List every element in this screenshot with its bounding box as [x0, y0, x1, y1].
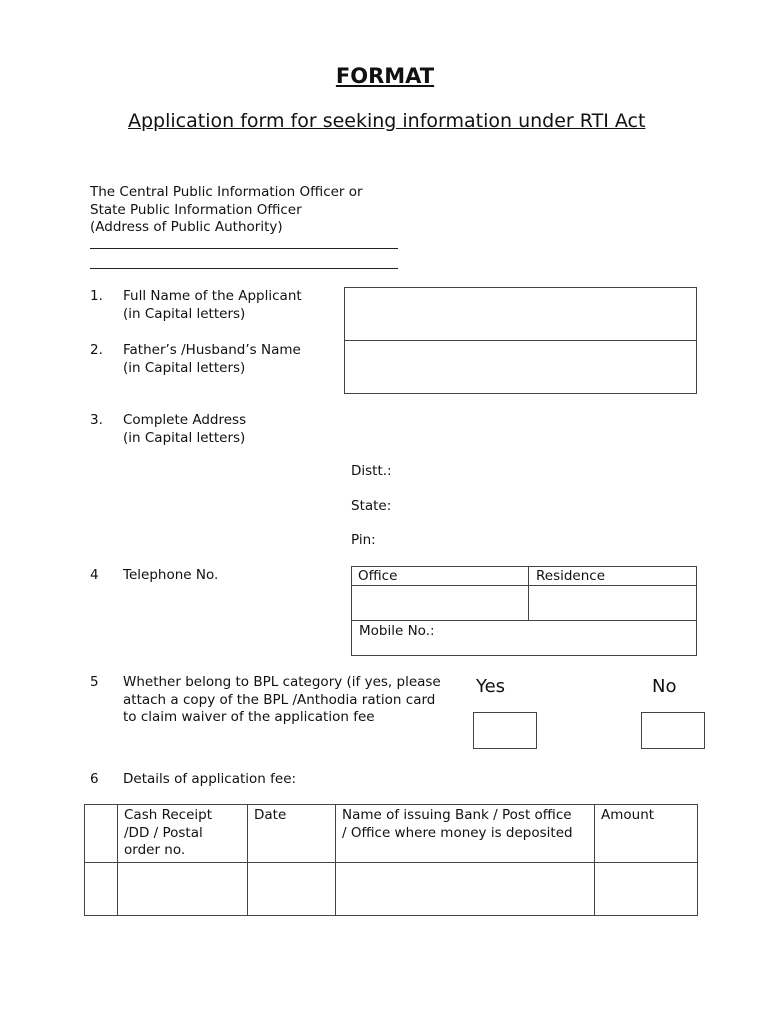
page-title: FORMAT — [335, 64, 435, 88]
q4-number: 4 — [90, 567, 99, 583]
office-phone-input[interactable] — [352, 586, 528, 620]
father-husband-name-input[interactable] — [345, 341, 696, 393]
q1-label-sub: (in Capital letters) — [123, 305, 246, 322]
q5-line-3: to claim waiver of the application fee — [123, 709, 375, 725]
fee-col-bank-line-1: Name of issuing Bank / Post office — [342, 807, 572, 823]
fee-col-bank-header — [336, 805, 595, 863]
mobile-field[interactable] — [351, 620, 697, 656]
fee-table-entry-row — [85, 862, 698, 915]
fee-table-header-row — [85, 805, 698, 863]
q1-label-text: Full Name of the Applicant — [123, 288, 302, 304]
fee-col-receipt-line-1: Cash Receipt — [124, 807, 213, 823]
q5-label — [123, 674, 441, 727]
addressee-line-2: State Public Information Officer — [90, 201, 302, 218]
address-blank-line-1[interactable] — [90, 248, 398, 249]
q2-label-sub: (in Capital letters) — [123, 359, 246, 376]
q3-label — [123, 412, 246, 447]
fee-entry-receipt-cell[interactable] — [118, 862, 248, 915]
q2-number: 2. — [90, 342, 103, 358]
distt-label: Distt.: — [351, 463, 392, 479]
fee-entry-bank-cell[interactable] — [336, 862, 595, 915]
q6-label: Details of application fee: — [123, 771, 297, 787]
residence-header: Residence — [536, 568, 606, 584]
bpl-no-checkbox[interactable] — [641, 712, 705, 749]
q1-label — [123, 288, 302, 323]
q1-number: 1. — [90, 288, 103, 304]
fee-col-date-header: Date — [248, 805, 336, 863]
residence-phone-field[interactable] — [528, 585, 697, 621]
addressee-line-3: (Address of Public Authority) — [90, 219, 283, 235]
addressee-block — [90, 184, 363, 237]
fee-entry-blank-cell — [85, 862, 118, 915]
yes-label: Yes — [476, 676, 506, 697]
q5-number: 5 — [90, 674, 99, 690]
no-label: No — [652, 676, 677, 697]
office-phone-field[interactable] — [351, 585, 529, 621]
form-subtitle: Application form for seeking information under RTI Act — [128, 110, 646, 132]
office-header-cell — [351, 566, 529, 586]
q4-label: Telephone No. — [123, 567, 219, 583]
applicant-name-input[interactable] — [345, 288, 696, 340]
fee-entry-date-cell[interactable] — [248, 862, 336, 915]
q2-label — [123, 342, 301, 377]
residence-phone-input[interactable] — [529, 586, 696, 620]
pin-label: Pin: — [351, 532, 376, 548]
fee-col-receipt-line-2: /DD / Postal — [124, 824, 203, 841]
q3-number: 3. — [90, 412, 103, 428]
bpl-yes-checkbox[interactable] — [473, 712, 537, 749]
q6-number: 6 — [90, 771, 99, 787]
address-blank-line-2[interactable] — [90, 268, 398, 269]
fee-col-amount-header: Amount — [595, 805, 698, 863]
fee-blank-header — [85, 805, 118, 863]
telephone-table — [351, 566, 697, 656]
q3-label-sub: (in Capital letters) — [123, 429, 246, 446]
q2-label-text: Father’s /Husband’s Name — [123, 342, 301, 358]
fee-col-receipt-header — [118, 805, 248, 863]
applicant-name-field[interactable] — [344, 287, 697, 341]
fee-col-receipt-line-3: order no. — [124, 842, 186, 858]
father-husband-name-field[interactable] — [344, 340, 697, 394]
q5-line-1: Whether belong to BPL category (if yes, please — [123, 674, 441, 690]
addressee-line-1: The Central Public Information Officer or — [90, 184, 363, 200]
q5-line-2: attach a copy of the BPL /Anthodia ration card — [123, 691, 436, 708]
residence-header-cell — [528, 566, 697, 586]
office-header: Office — [358, 568, 398, 584]
q3-label-text: Complete Address — [123, 412, 247, 428]
fee-table — [84, 804, 698, 916]
fee-col-bank-line-2: / Office where money is deposited — [342, 824, 573, 841]
state-label: State: — [351, 498, 392, 514]
mobile-label: Mobile No.: — [359, 623, 435, 639]
fee-entry-amount-cell[interactable] — [595, 862, 698, 915]
